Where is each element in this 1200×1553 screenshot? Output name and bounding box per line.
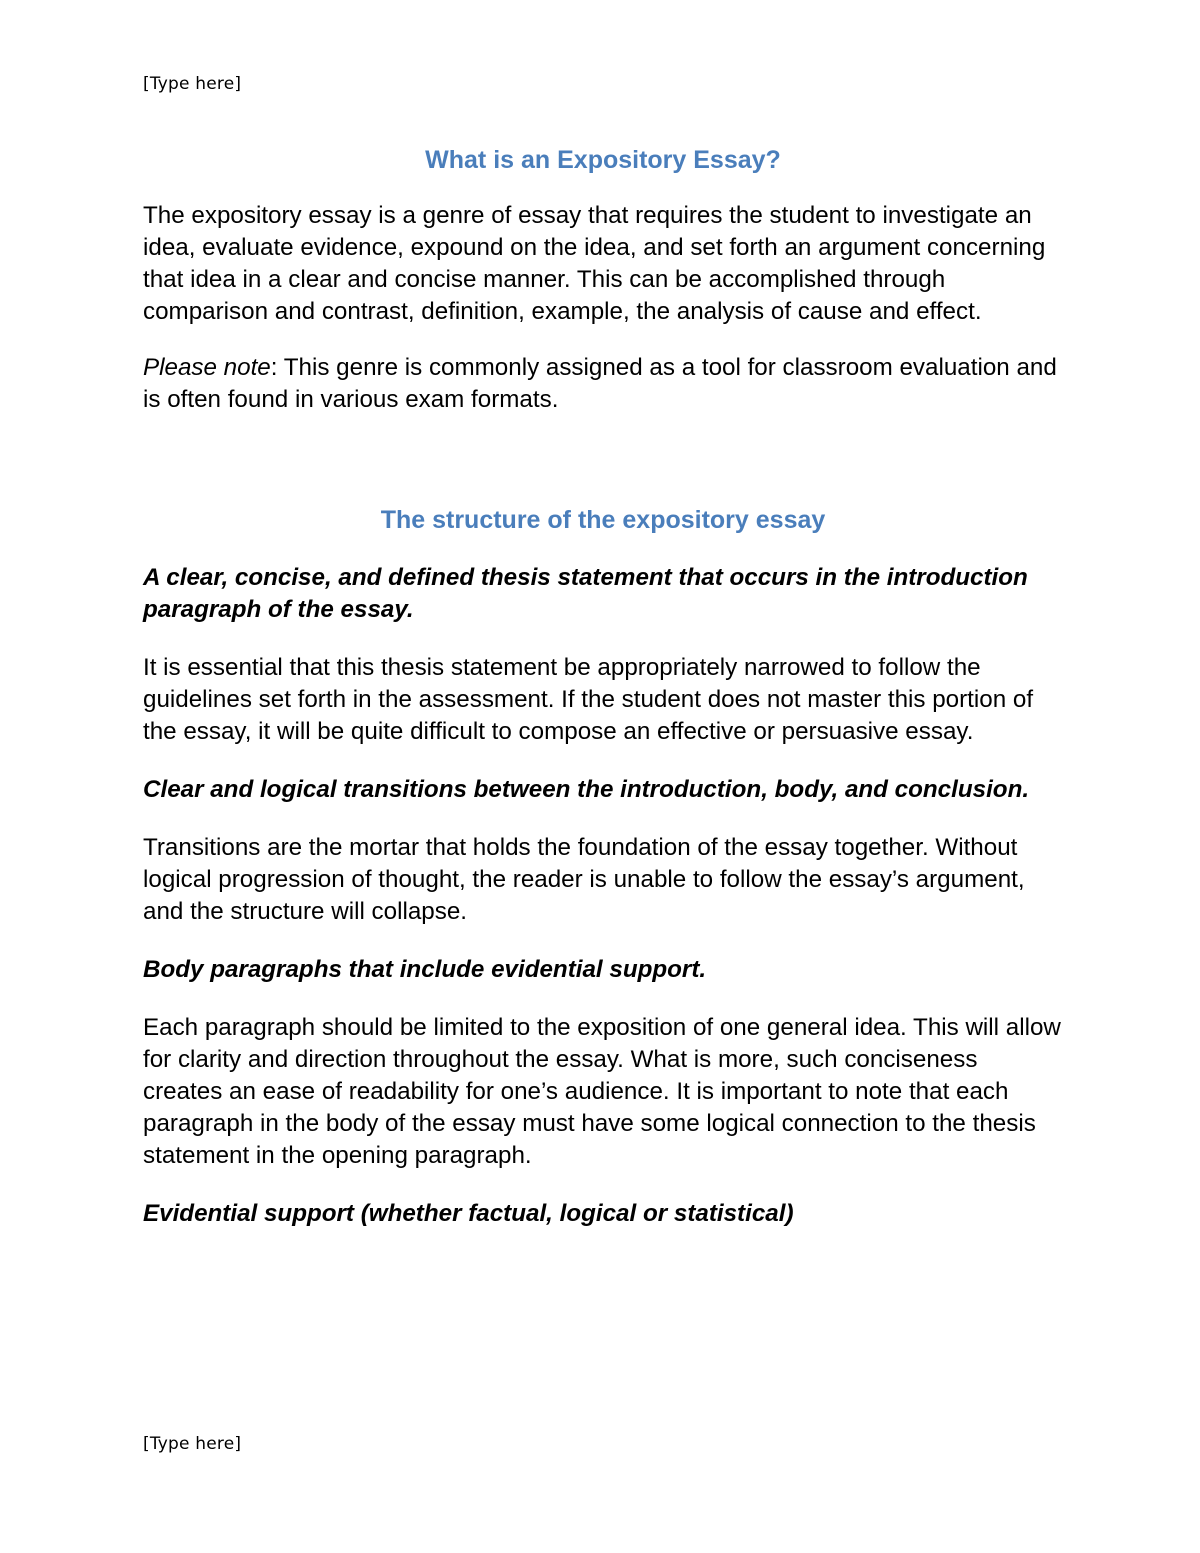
section-heading: The structure of the expository essay [380, 506, 826, 534]
body-paragraphs-paragraph: Each paragraph should be limited to the exposition of one general idea. This will allow for clarity and direction throughout the essay. What is more, such conciseness creates an ease of readability for one’s audience. It is important to note that each paragraph in the body of the essay must have some logical connection to the thesis statement in the opening paragraph. [143, 1014, 1061, 1169]
page-header: [Type here] [143, 74, 242, 94]
note-paragraph [143, 352, 1063, 416]
thesis-paragraph: It is essential that this thesis statement be appropriately narrowed to follow the guidelines set forth in the assessment. If the student does not master this portion of the essay, it will be quite difficult to compose an effective or persuasive essay. [143, 654, 1034, 745]
intro-paragraph: The expository essay is a genre of essay that requires the student to investigate an idea, evaluate evidence, expound on the idea, and set forth an argument concerning that idea in a clear and concise manner. This can be accomplished through comparison and contrast, definition, example, the analysis of cause and effect. [143, 202, 1046, 325]
page-title: What is an Expository Essay? [425, 146, 781, 174]
note-label: Please note [143, 354, 271, 381]
evidential-support-subheading: Evidential support (whether factual, logical or statistical) [143, 1200, 794, 1227]
thesis-subheading: A clear, concise, and defined thesis statement that occurs in the introduction paragraph of the essay. [143, 564, 1028, 623]
body-paragraphs-subheading: Body paragraphs that include evidential support. [143, 956, 707, 983]
document-body [143, 140, 1063, 1230]
note-text: : This genre is commonly assigned as a tool for classroom evaluation and is often found in various exam formats. [143, 354, 1057, 413]
transitions-paragraph: Transitions are the mortar that holds the foundation of the essay together. Without logical progression of thought, the reader is unable to follow the essay’s argument, and the structure will collapse. [143, 834, 1025, 925]
transitions-subheading: Clear and logical transitions between the introduction, body, and conclusion. [143, 776, 1030, 803]
page-footer: [Type here] [143, 1434, 242, 1454]
